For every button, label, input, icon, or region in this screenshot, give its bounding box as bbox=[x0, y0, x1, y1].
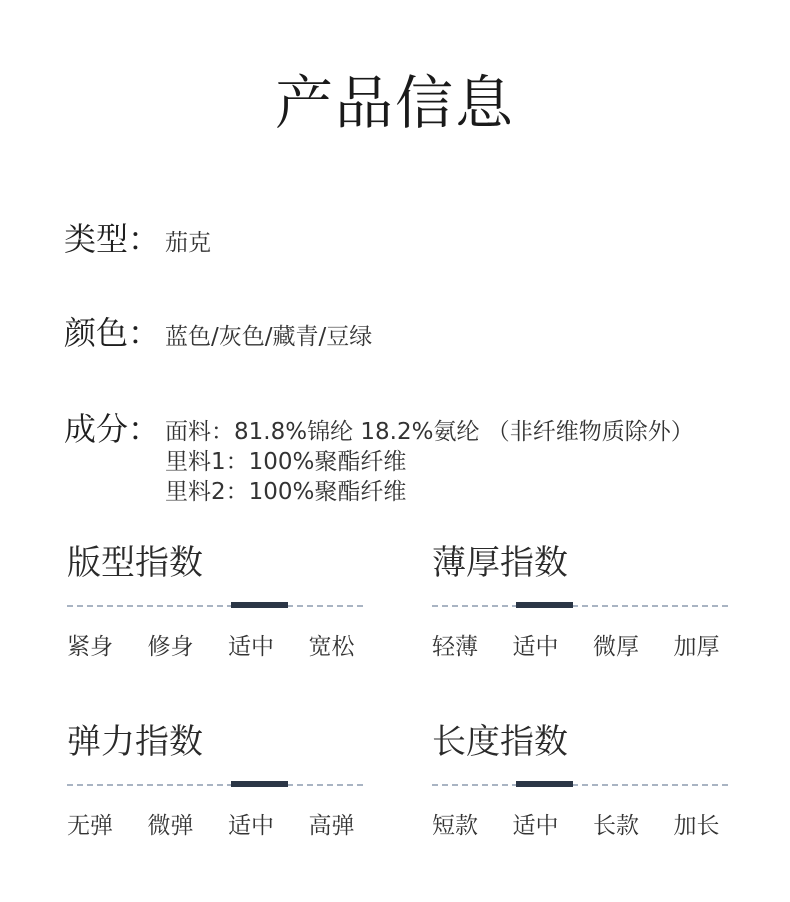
option-label: 无弹 bbox=[67, 813, 113, 839]
index-title: 薄厚指数 bbox=[432, 543, 568, 583]
composition-line-fabric: 面料：81.8%锦纶 18.2%氨纶 （非纤维物质除外） bbox=[165, 419, 694, 445]
option-label: 长款 bbox=[593, 813, 639, 839]
type-label: 类型： bbox=[64, 220, 161, 258]
composition-lines bbox=[165, 417, 694, 507]
color-value: 蓝色/灰色/藏青/豆绿 bbox=[165, 324, 373, 350]
option-label: 加厚 bbox=[673, 634, 720, 660]
index-title: 弹力指数 bbox=[67, 722, 203, 762]
index-title: 版型指数 bbox=[67, 543, 203, 583]
scale-dashed-line bbox=[67, 605, 363, 607]
option-label: 短款 bbox=[432, 813, 478, 839]
option-label: 紧身 bbox=[67, 634, 113, 660]
scale-selected-marker bbox=[516, 781, 573, 787]
composition-label: 成分： bbox=[64, 410, 161, 448]
composition-line-lining-2: 里料2：100%聚酯纤维 bbox=[165, 479, 407, 505]
page-title: 产品信息 bbox=[274, 69, 515, 137]
option-label: 适中 bbox=[228, 634, 274, 660]
index-title: 长度指数 bbox=[432, 722, 568, 762]
scale-selected-marker bbox=[516, 602, 573, 608]
option-label: 轻薄 bbox=[432, 634, 478, 660]
option-label: 微厚 bbox=[593, 634, 639, 660]
option-label: 微弹 bbox=[147, 813, 194, 839]
scale-selected-marker bbox=[231, 602, 288, 608]
index-scale bbox=[432, 600, 728, 610]
scale-dashed-line bbox=[432, 605, 728, 607]
scale-dashed-line bbox=[432, 784, 728, 786]
option-label: 适中 bbox=[512, 634, 559, 660]
option-label: 宽松 bbox=[308, 634, 355, 660]
scale-selected-marker bbox=[231, 781, 288, 787]
composition-line-lining-1: 里料1：100%聚酯纤维 bbox=[165, 449, 407, 475]
option-label: 高弹 bbox=[308, 813, 355, 839]
option-label: 适中 bbox=[512, 813, 559, 839]
type-value: 茄克 bbox=[165, 230, 211, 256]
index-scale bbox=[432, 779, 728, 789]
option-label: 修身 bbox=[147, 634, 194, 660]
option-label: 适中 bbox=[228, 813, 274, 839]
index-scale bbox=[67, 779, 363, 789]
color-label: 颜色： bbox=[64, 314, 161, 352]
option-label: 加长 bbox=[673, 813, 720, 839]
scale-dashed-line bbox=[67, 784, 363, 786]
index-scale bbox=[67, 600, 363, 610]
